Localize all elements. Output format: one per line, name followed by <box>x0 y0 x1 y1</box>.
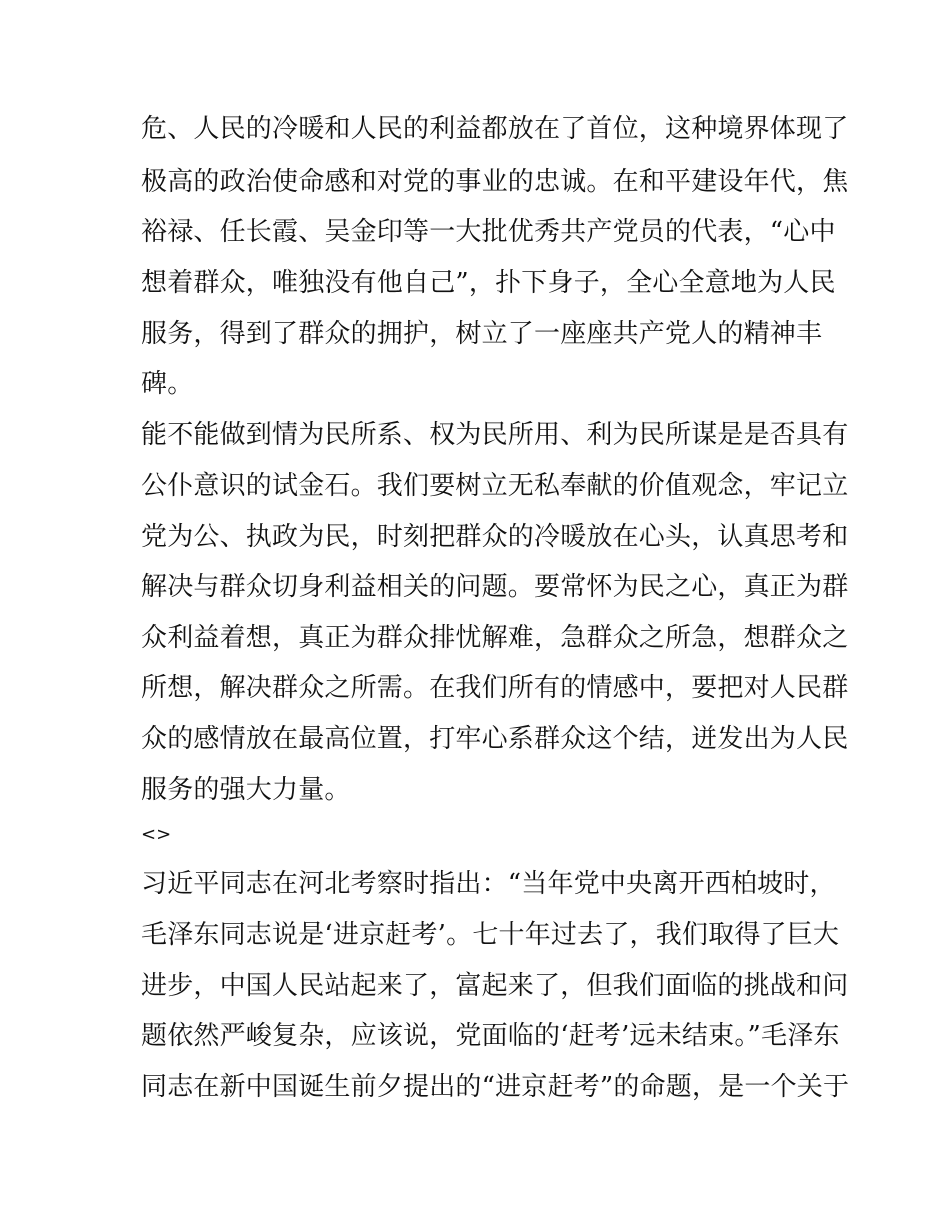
section-marker: <> <box>141 824 172 845</box>
paragraph-1-line-1: 危、人民的冷暖和人民的利益都放在了首位，这种境界体现了 <box>141 114 849 144</box>
paragraph-2-line-7: 众的感情放在最高位置，打牢心系群众这个结，迸发出为人民 <box>141 724 849 754</box>
paragraph-2-line-8: 服务的强大力量。 <box>141 775 351 805</box>
paragraph-2-line-3: 党为公、执政为民，时刻把群众的冷暖放在心头，认真思考和 <box>141 522 849 552</box>
paragraph-2-line-5: 众利益着想，真正为群众排忧解难，急群众之所急，想群众之 <box>141 623 849 653</box>
paragraph-3-line-3: 进步，中国人民站起来了，富起来了，但我们面临的挑战和问 <box>141 971 849 1001</box>
paragraph-2-line-6: 所想，解决群众之所需。在我们所有的情感中，要把对人民群 <box>141 673 849 703</box>
paragraph-1-line-3: 裕禄、任长霞、吴金印等一大批优秀共产党员的代表，“心中 <box>141 217 836 247</box>
paragraph-1-line-6: 碑。 <box>141 369 194 399</box>
paragraph-1-line-2: 极高的政治使命感和对党的事业的忠诚。在和平建设年代，焦 <box>141 167 849 197</box>
paragraph-3-line-4: 题依然严峻复杂，应该说，党面临的‘赶考’远未结束。”毛泽东 <box>141 1021 840 1051</box>
paragraph-2-line-1: 能不能做到情为民所系、权为民所用、利为民所谋是是否具有 <box>141 420 849 450</box>
paragraph-3-line-5: 同志在新中国诞生前夕提出的“进京赶考”的命题，是一个关于 <box>141 1072 850 1102</box>
paragraph-3-line-1: 习近平同志在河北考察时指出：“当年党中央离开西柏坡时， <box>141 869 836 899</box>
paragraph-1-line-5: 服务，得到了群众的拥护，树立了一座座共产党人的精神丰 <box>141 319 823 349</box>
paragraph-2-line-4: 解决与群众切身利益相关的问题。要常怀为民之心，真正为群 <box>141 572 849 602</box>
paragraph-1-line-4: 想着群众，唯独没有他自己”，扑下身子，全心全意地为人民 <box>141 268 836 298</box>
paragraph-3-line-2: 毛泽东同志说是‘进京赶考’。七十年过去了，我们取得了巨大 <box>141 920 840 950</box>
paragraph-2-line-2: 公仆意识的试金石。我们要树立无私奉献的价值观念，牢记立 <box>141 471 849 501</box>
